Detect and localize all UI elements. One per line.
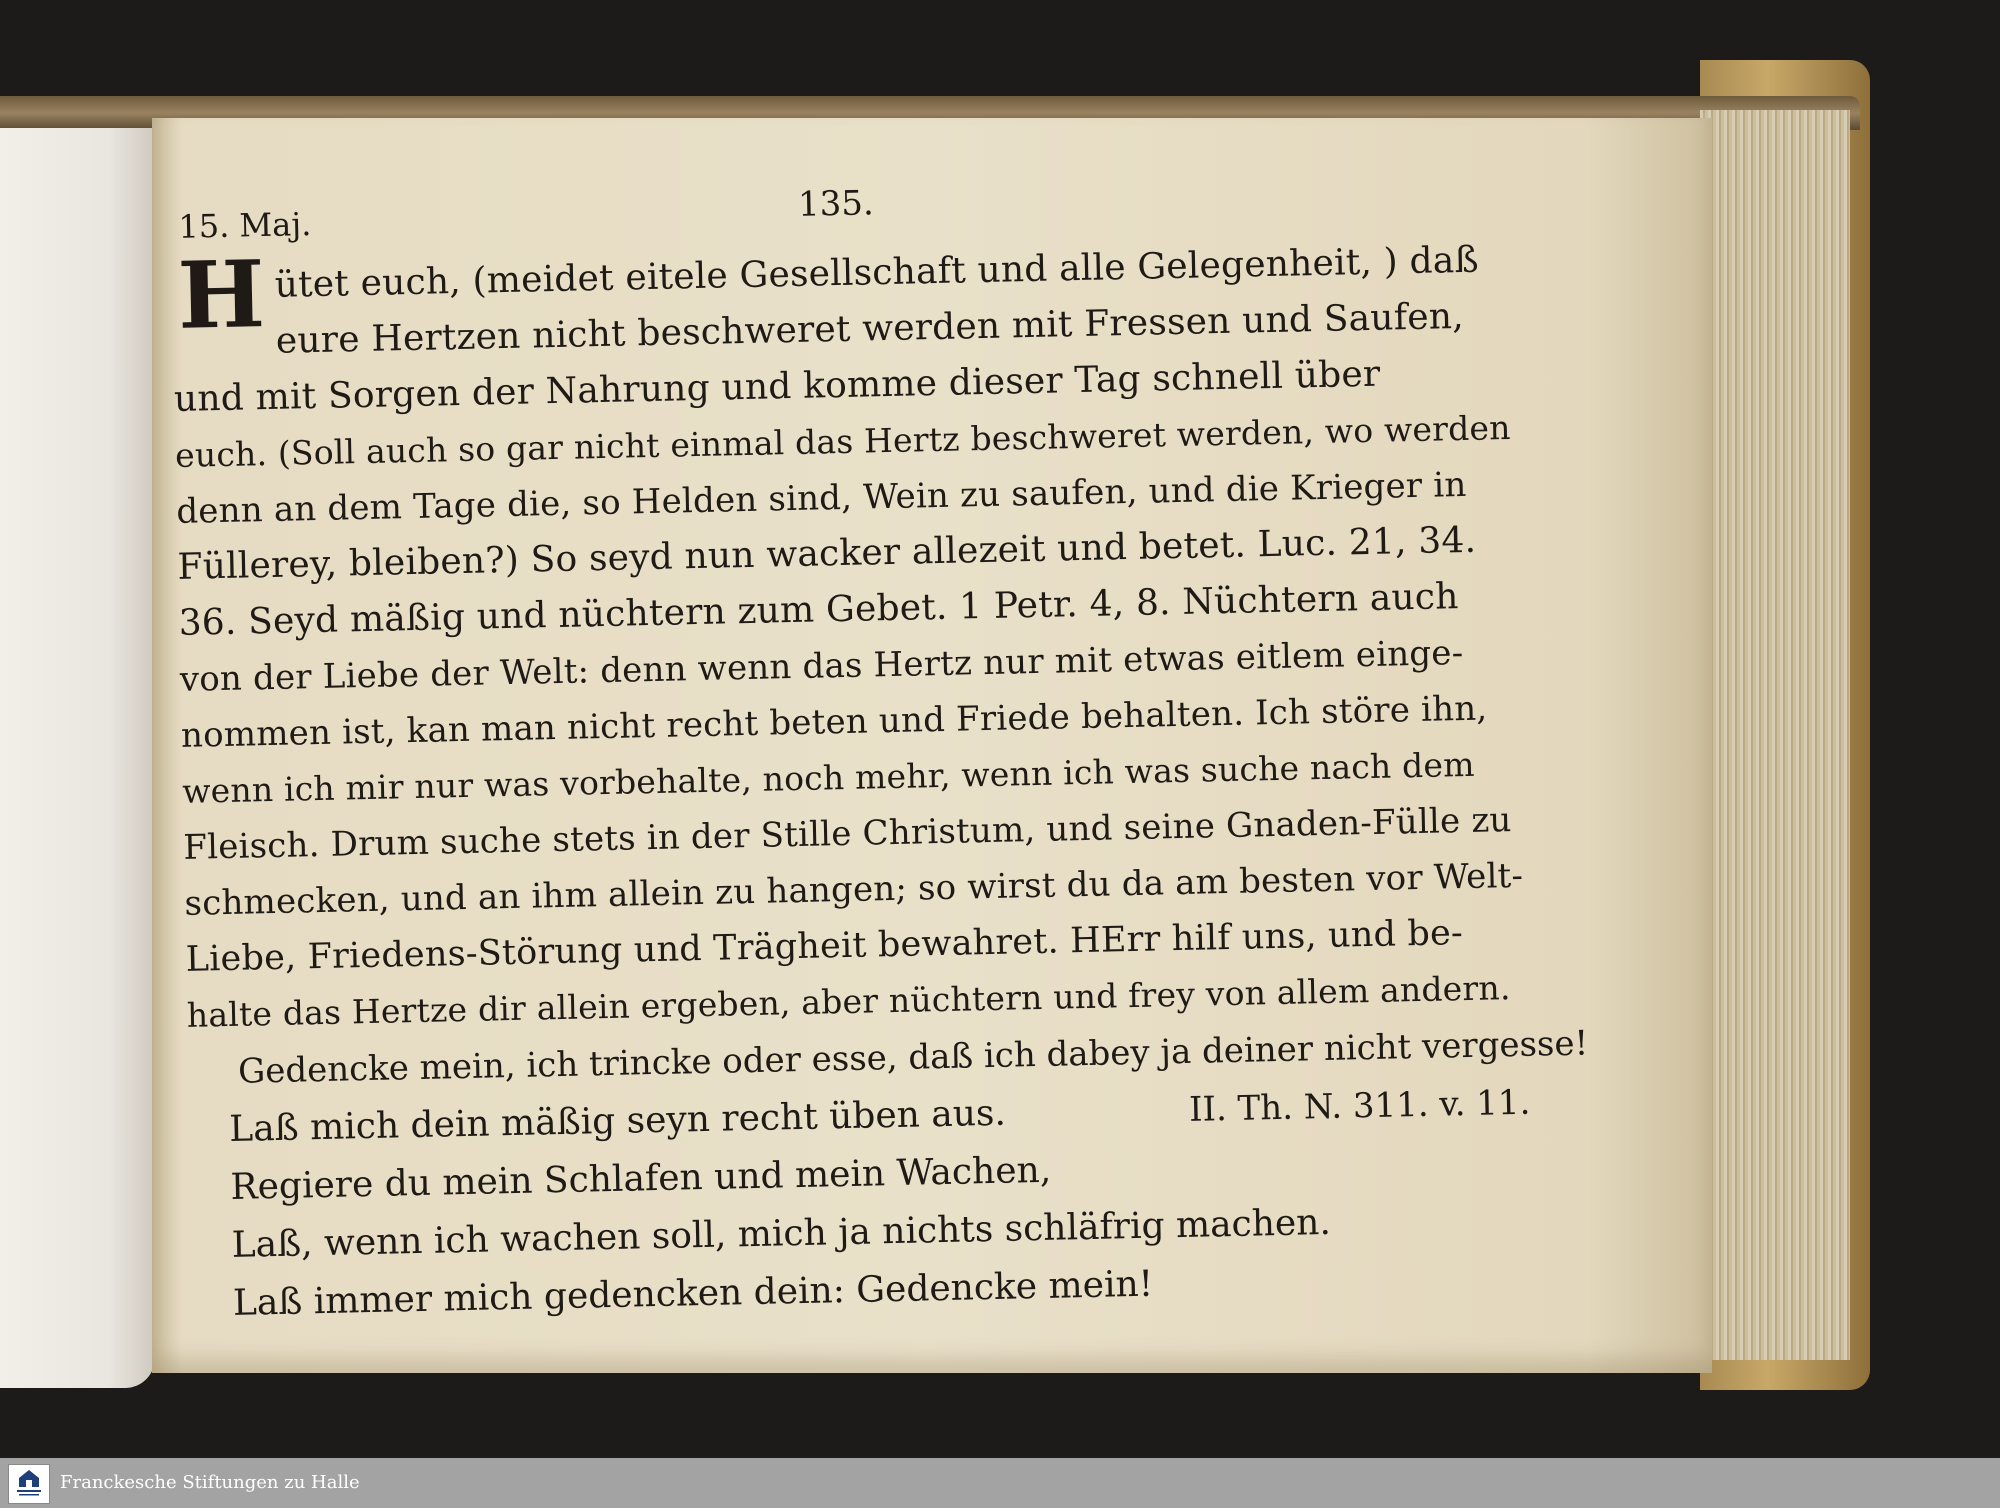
page-number: 135. — [797, 183, 875, 225]
footer-text: Franckesche Stiftungen zu Halle — [60, 1472, 360, 1493]
page-text — [170, 179, 1593, 1334]
text-line: euch. (Soll auch so gar nicht einmal das Hertz beschweret werden, wo werden — [174, 407, 1512, 475]
foundation-logo-icon — [8, 1464, 50, 1504]
drop-cap: H — [176, 240, 267, 350]
text-line: eure Hertzen nicht beschweret werden mit Fressen und Saufen, — [275, 295, 1465, 362]
text-line: wenn ich mir nur was vorbehalte, noch mehr, wenn ich was suche nach dem — [181, 744, 1476, 811]
verse-line: Laß, wenn ich wachen soll, mich ja nichts schläfrig machen. — [231, 1201, 1332, 1266]
verse-line: Regiere du mein Schlafen und mein Wachen, — [230, 1149, 1052, 1208]
hymn-reference: II. Th. N. 311. v. 11. — [1188, 1082, 1531, 1130]
page-edges — [1700, 110, 1850, 1360]
footer-bar — [0, 1458, 2000, 1508]
verse-line: Laß immer mich gedencken dein: Gedencke mein! — [232, 1263, 1154, 1324]
verse-line-text: Laß mich dein mäßig seyn recht üben aus. — [228, 1092, 1007, 1150]
text-line: nommen ist, kan man nicht recht beten und Friede behalten. Ich störe ihn, — [180, 688, 1488, 756]
text-line: Füllerey, bleiben?) So seyd nun wacker allezeit und betet. Luc. 21, 34. — [177, 519, 1477, 588]
text-line: und mit Sorgen der Nahrung und komme dieser Tag schnell über — [173, 353, 1381, 420]
text-line: Fleisch. Drum suche stets in der Stille Christum, und seine Gnaden-Fülle zu — [182, 800, 1512, 868]
first-line-text: ütet euch, (meidet eitele Gesellschaft und alle Gelegenheit, ) daß — [274, 239, 1480, 306]
page-date: 15. Maj. — [177, 205, 312, 246]
text-line: 36. Seyd mäßig und nüchtern zum Gebet. 1 Petr. 4, 8. Nüchtern auch — [178, 576, 1459, 644]
verse-line: Gedencke mein, ich trincke oder esse, daß ich dabey ja deiner nicht vergesse! — [237, 1023, 1589, 1092]
text-line: denn an dem Tage die, so Helden sind, Wein zu saufen, und die Krieger in — [175, 464, 1467, 532]
left-page — [0, 128, 155, 1388]
text-line: schmecken, und an ihm allein zu hangen; so wirst du da am besten vor Welt- — [184, 855, 1524, 924]
text-line: Liebe, Friedens-Störung und Trägheit bewahret. HErr hilf uns, und be- — [185, 913, 1464, 980]
text-line: halte das Hertze dir allein ergeben, aber nüchtern und frey von allem andern. — [186, 968, 1511, 1035]
text-line: von der Liebe der Welt: denn wenn das Hertz nur mit etwas eitlem einge- — [179, 633, 1464, 700]
